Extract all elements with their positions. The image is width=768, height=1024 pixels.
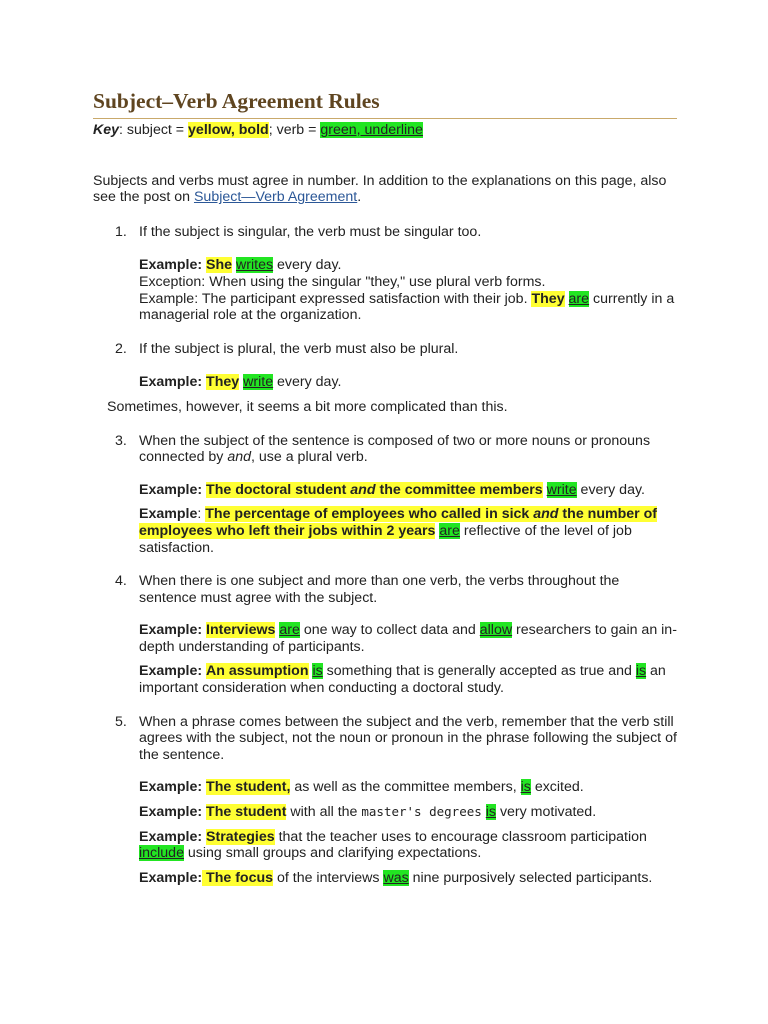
example: Example: She writes every day. xyxy=(139,257,342,274)
intro-paragraph: Subjects and verbs must agree in number. In addition to the explanations on this page, also see the post on Subject—Verb Agreement. xyxy=(93,172,667,206)
example: Example: The participant expressed satisfaction with their job. They are currently in a managerial role at the organization. xyxy=(139,290,675,324)
rule-text: If the subject is singular, the verb must be singular too. xyxy=(139,223,482,240)
rule-text: When a phrase comes between the subject and the verb, remember that the verb still agrees with the subject, not the noun or pronoun in the phrase following the subject of the sentence. xyxy=(139,713,677,763)
rule-text: When the subject of the sentence is composed of two or more nouns or pronouns connected by and, use a plural verb. xyxy=(139,432,651,466)
example: Example: The focus of the interviews was nine purposively selected participants. xyxy=(139,869,653,886)
example: Example: Interviews are one way to collect data and allow researchers to gain an in-depth understanding of participants. xyxy=(139,622,677,655)
page-title: Subject–Verb Agreement Rules xyxy=(93,88,677,119)
example: Example: The doctoral student and the committee members write every day. xyxy=(139,481,645,498)
key-subject-style: yellow, bold xyxy=(188,122,269,138)
key-label: Key xyxy=(93,122,120,138)
example: Example: Strategies that the teacher uses to encourage classroom participation include using small groups and clarifying expectations. xyxy=(139,828,647,862)
document-page xyxy=(93,88,677,886)
rule-text: When there is one subject and more than one verb, the verbs throughout the sentence must agree with the subject. xyxy=(139,573,620,606)
example: Example: They write every day. xyxy=(139,374,342,391)
rules-list xyxy=(93,224,677,391)
rule-item-3: 3. When the subject of the sentence is composed of two or more nouns or pronouns connected by and, use a plural verb. Example: The doctoral student and the committee members write every day. Example: The percentage of employees who called in sick and the number of employees who left their jobs within 2 years are reflective of the level of job satisfaction. xyxy=(93,433,677,557)
example: Example: The student with all the master's degrees is very motivated. xyxy=(139,804,597,821)
key-verb-style: green, underline xyxy=(320,122,423,138)
rule-item-2: 2. If the subject is plural, the verb must also be plural. Example: They write every day. xyxy=(93,341,677,391)
rule-item-4: 4. When there is one subject and more than one verb, the verbs throughout the sentence must agree with the subject. Example: Interviews are one way to collect data and allow researchers to gain an in-depth understanding of participants. Example: An assumption is something that is generally accepted as true and is an important consideration when conducting a doctoral study. xyxy=(115,573,677,697)
rule-item-5: 5. When a phrase comes between the subject and the verb, remember that the verb still agrees with the subject, not the noun or pronoun in the phrase following the subject of the sentence. Example: The student, as well as the committee members, is excited. Example: The student with all the master's degrees is very motivated. Example: Strategies that the teacher uses to encourage classroom participation include using small groups and clarifying expectations. Example: The focus of the interviews was nine purposively selected participants. xyxy=(115,713,677,886)
rule-item-1: 1. If the subject is singular, the verb must be singular too. Example: She writes every day. Exception: When using the singular "they," use plural verb forms. Example: The participant expressed satisfaction with their job. They are currently in a managerial role at the organization. xyxy=(93,224,677,324)
rule-text: If the subject is plural, the verb must also be plural. xyxy=(139,340,459,357)
example: Example: The percentage of employees who called in sick and the number of employees who left their jobs within 2 years are reflective of the level of job satisfaction. xyxy=(139,506,658,556)
interlude-text: Sometimes, however, it seems a bit more complicated than this. xyxy=(107,398,508,415)
exception-text: Exception: When using the singular "they," use plural verb forms. xyxy=(139,273,546,290)
example: Example: The student, as well as the committee members, is excited. xyxy=(139,779,584,796)
example: Example: An assumption is something that is generally accepted as true and is an important consideration when conducting a doctoral study. xyxy=(139,663,666,697)
color-key: Key: subject = yellow, bold; verb = green, underline xyxy=(93,122,423,138)
subject-verb-agreement-link[interactable]: Subject—Verb Agreement xyxy=(193,189,358,206)
